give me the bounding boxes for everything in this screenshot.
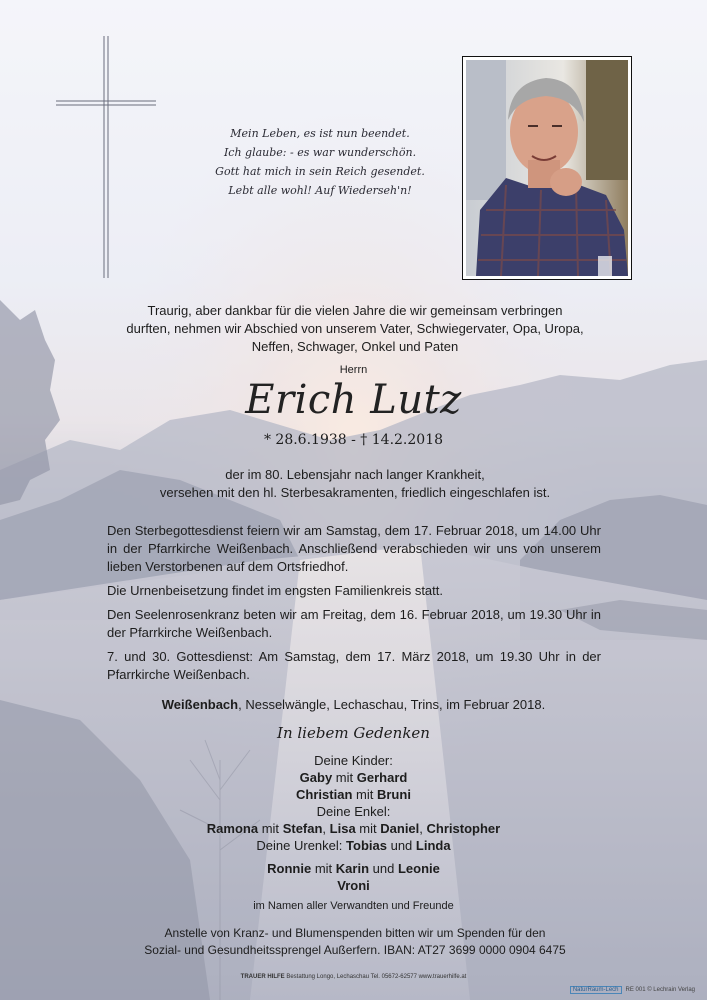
connector: und xyxy=(372,861,395,876)
donation-note xyxy=(60,925,650,959)
footer-text: Bestattung Longo, Lechaschau Tel. 05672-62577 www.trauerhilfe.at xyxy=(284,974,467,980)
name: Lisa xyxy=(329,821,356,836)
name: Leonie xyxy=(397,861,440,876)
connector: mit xyxy=(314,861,333,876)
family-line xyxy=(0,837,707,854)
name: Gerhard xyxy=(356,770,408,785)
life-dates: * 28.6.1938 - † 14.2.2018 xyxy=(263,432,444,448)
connector: mit xyxy=(261,821,280,836)
intro-line: Neffen, Schwager, Onkel und Paten xyxy=(251,339,459,354)
publisher-code: RE 001 xyxy=(625,987,646,993)
place-date-line xyxy=(0,697,707,712)
passing-line: der im 80. Lebensjahr nach langer Krankheit, xyxy=(225,467,485,482)
place-main: Weißenbach xyxy=(161,697,239,712)
portrait-photo xyxy=(462,56,632,280)
paragraph: 7. und 30. Gottesdienst: Am Samstag, dem 17. März 2018, um 19.30 Uhr in der Pfarrkirche Weißenbach. xyxy=(107,649,601,682)
paragraph: Die Urnenbeisetzung findet im engsten Familienkreis statt. xyxy=(107,583,443,598)
family-line xyxy=(0,769,707,786)
connector: und xyxy=(390,838,413,853)
name: Bruni xyxy=(376,787,411,802)
passing-text xyxy=(60,466,650,502)
cross-icon xyxy=(56,36,156,278)
name: Tobias xyxy=(346,838,387,853)
connector: mit xyxy=(359,821,377,836)
poem-line: Lebt alle wohl! Auf Wiederseh'n! xyxy=(228,184,412,197)
name: Stefan xyxy=(282,821,323,836)
intro-text xyxy=(60,302,650,356)
name: Ramona xyxy=(206,821,259,836)
name: Daniel xyxy=(380,821,420,836)
grandchildren-label: Deine Enkel: xyxy=(316,804,391,819)
in-memory-heading: In liebem Gedenken xyxy=(277,724,430,742)
paragraph: Den Seelenrosenkranz beten wir am Freitag, dem 16. Februar 2018, um 19.30 Uhr in der Pfarrkirche Weißenbach. xyxy=(107,607,601,640)
intro-line: Traurig, aber dankbar für die vielen Jahre die wir gemeinsam verbringen xyxy=(147,303,563,318)
footer-brand: TRAUER HILFE xyxy=(240,974,285,980)
great-grandchildren-label: Deine Urenkel: xyxy=(256,838,343,853)
connector: mit xyxy=(335,770,354,785)
family-line xyxy=(0,877,707,894)
service-details xyxy=(107,522,601,690)
name: Gaby xyxy=(299,770,333,785)
family-list xyxy=(0,752,707,915)
others-line: im Namen aller Verwandten und Freunde xyxy=(253,900,454,912)
name: Christian xyxy=(296,787,353,802)
intro-line: durften, nehmen wir Abschied von unserem Vater, Schwiegervater, Opa, Uropa, xyxy=(126,321,584,336)
donation-line: Anstelle von Kranz- und Blumenspenden bitten wir um Spenden für den xyxy=(164,926,546,940)
poem-line: Gott hat mich in sein Reich gesendet. xyxy=(215,165,425,178)
name: Linda xyxy=(415,838,451,853)
name: Vroni xyxy=(337,878,370,893)
paragraph: Den Sterbegottesdienst feiern wir am Samstag, dem 17. Februar 2018, um 14.00 Uhr in der Pfarrkirche Weißenbach. Anschließend verabschieden wir uns von unserem lieben Verstorbenen auf dem Ortsfriedhof. xyxy=(107,523,601,574)
footer xyxy=(0,974,707,980)
connector: mit xyxy=(356,787,374,802)
publisher-tag: NaturRaum-Lech xyxy=(570,986,622,994)
family-line xyxy=(0,860,707,877)
donation-line: Sozial- und Gesundheitssprengel Außerfern. IBAN: AT27 3699 0000 0904 6475 xyxy=(144,943,566,957)
publisher-copyright: © Lechrain Verlag xyxy=(647,987,695,993)
children-label: Deine Kinder: xyxy=(314,753,393,768)
deceased-name: Erich Lutz xyxy=(245,377,462,423)
poem-line: Ich glaube: - es war wunderschön. xyxy=(223,146,417,159)
salutation: Herrn xyxy=(339,364,368,376)
family-line xyxy=(0,786,707,803)
name: Ronnie xyxy=(267,861,312,876)
poem-line: Mein Leben, es ist nun beendet. xyxy=(230,127,410,140)
name: Christopher xyxy=(426,821,501,836)
passing-line: versehen mit den hl. Sterbesakramenten, friedlich eingeschlafen ist. xyxy=(159,485,551,500)
publisher-line xyxy=(570,986,695,994)
place-rest: , Nesselwängle, Lechaschau, Trins, im Februar 2018. xyxy=(238,697,546,712)
name: Karin xyxy=(335,861,370,876)
poem xyxy=(170,124,470,200)
family-line: Ramona mit Stefan, Lisa mit Daniel, Christopher xyxy=(206,821,501,836)
